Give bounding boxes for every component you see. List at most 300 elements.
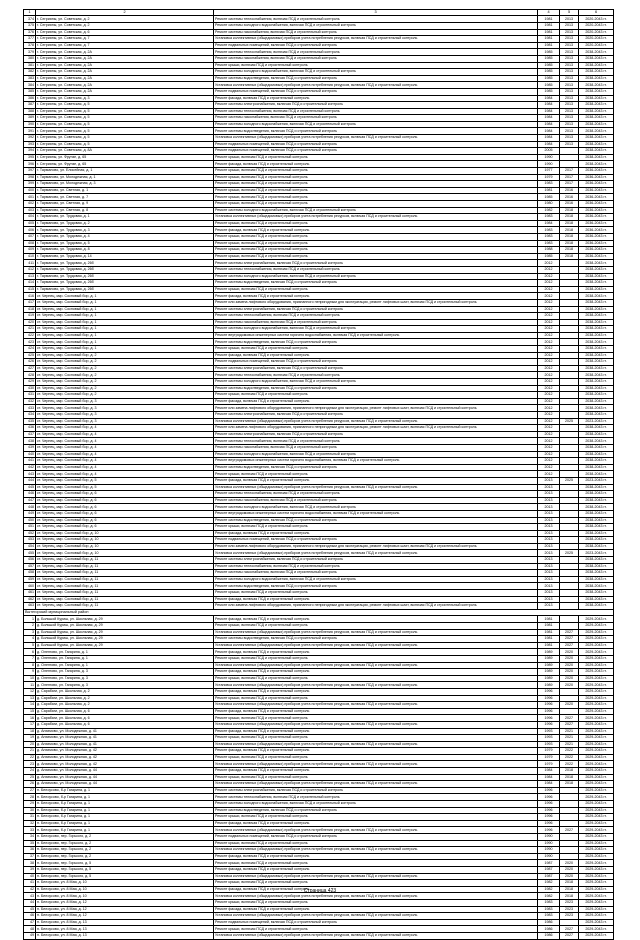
last-repair-year-cell: 2021 (560, 728, 579, 735)
work-type-cell: Установка коллективных (общедомовых) приборов учета потребления ресурсов, включая ПСД и строительный контроль (214, 682, 538, 689)
planned-period-cell: 2029-2043 гг. (579, 636, 614, 643)
table-row (24, 88, 614, 95)
address-cell: ст. Чернец, мкр. Сосновый бор, д. 2 (36, 379, 214, 386)
build-year-cell: 1985 (538, 75, 560, 82)
row-number: 457 (24, 563, 36, 570)
last-repair-year-cell: 2013 (560, 22, 579, 29)
planned-period-cell: 2029-2043 гг. (579, 827, 614, 834)
planned-period-cell: 2029-2043 гг. (579, 715, 614, 722)
last-repair-year-cell (560, 570, 579, 577)
planned-period-cell: 2029-2043 гг. (579, 629, 614, 636)
address-cell: ст. Чернец, мкр. Сосновый бор, д. 1 (36, 299, 214, 306)
table-row (24, 233, 614, 240)
row-number: 45 (24, 906, 36, 913)
address-cell: г. Сегрияны, ул. Советская, д. 8А (36, 148, 214, 155)
build-year-cell: 1985 (538, 194, 560, 201)
table-row (24, 227, 614, 234)
last-repair-year-cell: 2013 (560, 102, 579, 109)
last-repair-year-cell: 2027 (560, 926, 579, 933)
build-year-cell: 1981 (538, 623, 560, 630)
planned-period-cell: 2036-2043 гг. (579, 168, 614, 175)
row-number: 46 (24, 913, 36, 920)
row-number: 455 (24, 550, 36, 557)
row-number: 31 (24, 814, 36, 821)
row-number: 410 (24, 253, 36, 260)
row-number: 444 (24, 477, 36, 484)
address-cell: г. Сегрияны, ул. Советская, д. 2А (36, 49, 214, 56)
planned-period-cell: 2038-2043 гг. (579, 530, 614, 537)
planned-period-cell: 2029-2043 гг. (579, 761, 614, 768)
row-number: 6 (24, 649, 36, 656)
table-row (24, 438, 614, 445)
build-year-cell: 1984 (538, 95, 560, 102)
table-row (24, 590, 614, 597)
address-cell: г. Тарманово, ул. Трудовая, д. 14 (36, 253, 214, 260)
row-number: 440 (24, 451, 36, 458)
planned-period-cell: 2038-2043 гг. (579, 379, 614, 386)
build-year-cell: 1990 (538, 840, 560, 847)
table-row (24, 636, 614, 643)
last-repair-year-cell: 2013 (560, 128, 579, 135)
last-repair-year-cell: 2022 (560, 748, 579, 755)
address-cell: п. Белоусово, б-р Гагарина, д. 1 (36, 787, 214, 794)
planned-period-cell: 2038-2043 гг. (579, 372, 614, 379)
row-number: 9 (24, 669, 36, 676)
row-number: 20 (24, 741, 36, 748)
table-row (24, 82, 614, 89)
row-number: 21 (24, 748, 36, 755)
last-repair-year-cell: 2020 (560, 873, 579, 880)
work-type-cell: Ремонт системы водоотведения, включая ПСД и строительный контроль (214, 583, 538, 590)
last-repair-year-cell: 2013 (560, 108, 579, 115)
table-row (24, 787, 614, 794)
build-year-cell: 1983 (538, 913, 560, 920)
last-repair-year-cell: 2027 (560, 932, 579, 939)
planned-period-cell: 2038-2043 гг. (579, 313, 614, 320)
build-year-cell: 2013 (538, 504, 560, 511)
address-cell: ст. Чернец, мкр. Сосновый бор, д. 1 (36, 346, 214, 353)
table-row (24, 708, 614, 715)
last-repair-year-cell (560, 372, 579, 379)
address-cell: ст. Чернец, мкр. Сосновый бор, д. 11 (36, 590, 214, 597)
address-cell: г. Сегрияны, ул. Советская, д. 2 (36, 16, 214, 23)
row-number: 463 (24, 603, 36, 610)
header-cell: 2 (36, 10, 214, 16)
build-year-cell: 1996 (538, 801, 560, 808)
work-type-cell: Ремонт системы газоснабжения, включая ПСД и строительный контроль (214, 55, 538, 62)
address-cell: ст. Чернец, мкр. Сосновый бор, д. 4 (36, 458, 214, 465)
planned-period-cell: 2029-2043 гг. (579, 702, 614, 709)
address-cell: ст. Чернец, мкр. Сосновый бор, д. 10 (36, 543, 214, 550)
last-repair-year-cell: 2020 (560, 662, 579, 669)
build-year-cell: 1982 (538, 893, 560, 900)
build-year-cell: 2005 (538, 148, 560, 155)
planned-period-cell: 2020-2043 гг. (579, 22, 614, 29)
last-repair-year-cell: 2020 (560, 702, 579, 709)
last-repair-year-cell (560, 563, 579, 570)
address-cell: ст. Чернец, мкр. Сосновый бор, д. 6 (36, 497, 214, 504)
table-row (24, 425, 614, 432)
address-cell: п. Белоусово, пер. Горького, д. 2 (36, 834, 214, 841)
planned-period-cell: 2036-2043 гг. (579, 181, 614, 188)
build-year-cell: 1985 (538, 82, 560, 89)
table-row (24, 299, 614, 306)
table-row (24, 570, 614, 577)
row-number: 417 (24, 299, 36, 306)
build-year-cell: 1984 (538, 102, 560, 109)
table-row (24, 412, 614, 419)
planned-period-cell: 2029-2043 гг. (579, 768, 614, 775)
row-number: 402 (24, 201, 36, 208)
work-type-cell: Ремонт фасада, включая ПСД и строительный контроль (214, 768, 538, 775)
build-year-cell: 1984 (538, 115, 560, 122)
build-year-cell: 2012 (538, 273, 560, 280)
address-cell: д. Анхимово, ул. Молодежная, д. 41 (36, 728, 214, 735)
address-cell: г. Сегрияны, ул. Фрунзе, д. 65 (36, 154, 214, 161)
planned-period-cell: 2029-2043 гг. (579, 820, 614, 827)
last-repair-year-cell (560, 688, 579, 695)
table-row (24, 853, 614, 860)
section-title: Вытегорский муниципальный район (24, 609, 614, 616)
row-number: 388 (24, 108, 36, 115)
last-repair-year-cell: 2022 (560, 761, 579, 768)
section-row (24, 609, 614, 616)
address-cell: п. Белоусово, б-р Гагарина, д. 1 (36, 827, 214, 834)
last-repair-year-cell: 2027 (560, 642, 579, 649)
last-repair-year-cell (560, 458, 579, 465)
build-year-cell: 2013 (538, 563, 560, 570)
address-cell: г. Сегрияны, ул. Советская, д. 2 (36, 22, 214, 29)
address-cell: г. Тарманово, ул. Светлая, д. 1 (36, 187, 214, 194)
row-number: 422 (24, 332, 36, 339)
work-type-cell: Ремонт фасада, включая ПСД и строительный контроль (214, 728, 538, 735)
work-type-cell: Ремонт крыши, включая ПСД и строительный контроль (214, 201, 538, 208)
row-number: 387 (24, 102, 36, 109)
work-type-cell: Ремонт системы холодного водоснабжения, включая ПСД и строительный контроль (214, 451, 538, 458)
build-year-cell: 2012 (538, 458, 560, 465)
build-year-cell: 1983 (538, 906, 560, 913)
planned-period-cell: 2038-2043 гг. (579, 524, 614, 531)
last-repair-year-cell: 2025 (560, 477, 579, 484)
row-number: 419 (24, 313, 36, 320)
address-cell: п. Белоусово, б-р Гагарина, д. 1 (36, 794, 214, 801)
address-cell: д. Сарабаги, ул. Школьная, д. 6 (36, 708, 214, 715)
table-row (24, 814, 614, 821)
planned-period-cell: 2029-2043 гг. (579, 748, 614, 755)
row-number: 446 (24, 491, 36, 498)
planned-period-cell: 2038-2043 гг. (579, 75, 614, 82)
row-number: 408 (24, 240, 36, 247)
work-type-cell: Ремонт крыши, включая ПСД и строительный контроль (214, 695, 538, 702)
work-type-cell: Ремонт фасада, включая ПСД и строительный контроль (214, 530, 538, 537)
header-cell: 1 (24, 10, 36, 16)
work-type-cell: Ремонт системы теплоснабжения, включая ПСД и строительный контроль (214, 266, 538, 273)
build-year-cell: 1996 (538, 814, 560, 821)
address-cell: г. Сегрияны, ул. Советская, д. 7 (36, 42, 214, 49)
planned-period-cell: 2036-2043 гг. (579, 174, 614, 181)
planned-period-cell: 2029-2043 гг. (579, 708, 614, 715)
build-year-cell: 2012 (538, 293, 560, 300)
row-number: 382 (24, 69, 36, 76)
row-number: 459 (24, 576, 36, 583)
build-year-cell: 2012 (538, 471, 560, 478)
table-row (24, 721, 614, 728)
table-row (24, 36, 614, 43)
row-number: 437 (24, 431, 36, 438)
address-cell: д. Сарабаги, ул. Школьная, д. 2 (36, 695, 214, 702)
build-year-cell: 2013 (538, 510, 560, 517)
last-repair-year-cell (560, 431, 579, 438)
last-repair-year-cell (560, 385, 579, 392)
address-cell: п. Белоусово, ул. 8 Мая, д. 12 (36, 913, 214, 920)
row-number: 418 (24, 306, 36, 313)
address-cell: ст. Чернец, мкр. Сосновый бор, д. 1 (36, 319, 214, 326)
row-number: 458 (24, 570, 36, 577)
row-number: 7 (24, 655, 36, 662)
table-row (24, 326, 614, 333)
planned-period-cell: 2038-2043 гг. (579, 543, 614, 550)
row-number: 34 (24, 834, 36, 841)
header-cell: 5 (560, 10, 579, 16)
planned-period-cell: 2038-2043 гг. (579, 49, 614, 56)
build-year-cell: 1990 (538, 154, 560, 161)
last-repair-year-cell: 2017 (560, 168, 579, 175)
table-row (24, 108, 614, 115)
last-repair-year-cell (560, 266, 579, 273)
planned-period-cell: 2038-2043 гг. (579, 412, 614, 419)
build-year-cell: 1982 (538, 880, 560, 887)
planned-period-cell: 2036-2043 гг. (579, 207, 614, 214)
planned-period-cell: 2036-2043 гг. (579, 227, 614, 234)
work-type-cell: Ремонт крыши, включая ПСД и строительный контроль (214, 774, 538, 781)
address-cell: г. Сегрияны, ул. Советская, д. 5 (36, 135, 214, 142)
work-type-cell: Ремонт системы теплоснабжения, включая ПСД и строительный контроль (214, 313, 538, 320)
last-repair-year-cell: 2016 (560, 187, 579, 194)
table-row (24, 458, 614, 465)
work-type-cell: Ремонт крыши, включая ПСД и строительный контроль (214, 154, 538, 161)
last-repair-year-cell (560, 339, 579, 346)
planned-period-cell: 2038-2043 гг. (579, 438, 614, 445)
address-cell: ст. Чернец, мкр. Сосновый бор, д. 11 (36, 570, 214, 577)
build-year-cell: 1984 (538, 768, 560, 775)
last-repair-year-cell (560, 524, 579, 531)
row-number: 406 (24, 227, 36, 234)
planned-period-cell: 2038-2043 гг. (579, 405, 614, 412)
last-repair-year-cell: 2018 (560, 214, 579, 221)
table-row (24, 781, 614, 788)
last-repair-year-cell (560, 154, 579, 161)
registry-table (23, 9, 614, 940)
address-cell: д. Сарабаги, ул. Школьная, д. 2 (36, 702, 214, 709)
work-type-cell: Ремонт системы холодного водоснабжения, включая ПСД и строительный контроль (214, 576, 538, 583)
planned-period-cell: 2038-2043 гг. (579, 319, 614, 326)
row-number: 447 (24, 497, 36, 504)
table-row (24, 919, 614, 926)
table-row (24, 761, 614, 768)
planned-period-cell: 2038-2043 гг. (579, 286, 614, 293)
last-repair-year-cell (560, 794, 579, 801)
table-row (24, 29, 614, 36)
table-row (24, 682, 614, 689)
address-cell: г. Тарманово, ул. Трудовая, д. 26б (36, 266, 214, 273)
planned-period-cell: 2038-2043 гг. (579, 266, 614, 273)
address-cell: г. Тарманово, ул. Трудовая, д. 26б (36, 260, 214, 267)
address-cell: г. Сегрияны, ул. Советская, д. 2А (36, 82, 214, 89)
work-type-cell: Ремонт крыши, включая ПСД и строительный контроль (214, 926, 538, 933)
planned-period-cell: 2038-2043 гг. (579, 55, 614, 62)
last-repair-year-cell (560, 319, 579, 326)
build-year-cell: 2012 (538, 326, 560, 333)
work-type-cell: Установка коллективных (общедомовых) приборов учета потребления ресурсов, включая ПСД и строительный контроль (214, 913, 538, 920)
address-cell: ст. Чернец, мкр. Сосновый бор, д. 4 (36, 451, 214, 458)
row-number: 383 (24, 75, 36, 82)
address-cell: ст. Чернец, мкр. Сосновый бор, д. 3 (36, 405, 214, 412)
build-year-cell: 1984 (538, 135, 560, 142)
table-row (24, 649, 614, 656)
build-year-cell: 1979 (538, 174, 560, 181)
table-row (24, 365, 614, 372)
table-row (24, 847, 614, 854)
planned-period-cell: 2038-2043 гг. (579, 154, 614, 161)
table-row (24, 662, 614, 669)
last-repair-year-cell: 2020 (560, 866, 579, 873)
row-number: 449 (24, 510, 36, 517)
planned-period-cell: 2029-2043 гг. (579, 880, 614, 887)
build-year-cell: 2012 (538, 266, 560, 273)
build-year-cell: 2013 (538, 603, 560, 610)
table-row (24, 398, 614, 405)
address-cell: ст. Чернец, мкр. Сосновый бор, д. 4 (36, 431, 214, 438)
work-type-cell: Ремонт системы газоснабжения, включая ПСД и строительный контроль (214, 497, 538, 504)
last-repair-year-cell: 2018 (560, 768, 579, 775)
table-row (24, 655, 614, 662)
row-number: 462 (24, 596, 36, 603)
row-number: 1 (24, 616, 36, 623)
table-row (24, 293, 614, 300)
build-year-cell: 2012 (538, 286, 560, 293)
build-year-cell: 2012 (538, 379, 560, 386)
work-type-cell: Ремонт крыши, включая ПСД и строительный контроль (214, 168, 538, 175)
row-number: 428 (24, 372, 36, 379)
last-repair-year-cell: 2013 (560, 36, 579, 43)
work-type-cell: Ремонт крыши, включая ПСД и строительный контроль (214, 623, 538, 630)
build-year-cell: 2013 (538, 583, 560, 590)
last-repair-year-cell (560, 273, 579, 280)
row-number: 404 (24, 214, 36, 221)
table-row (24, 642, 614, 649)
work-type-cell: Установка коллективных (общедомовых) приборов учета потребления ресурсов, включая ПСД и строительный контроль (214, 893, 538, 900)
work-type-cell: Ремонт фасада, включая ПСД и строительный контроль (214, 398, 538, 405)
address-cell: г. Сегрияны, ул. Советская, д. 2А (36, 62, 214, 69)
work-type-cell: Ремонт подвальных помещений, включая ПСД и строительный контроль (214, 148, 538, 155)
build-year-cell: 1996 (538, 702, 560, 709)
row-number: 416 (24, 293, 36, 300)
table-row (24, 603, 614, 610)
address-cell: п. Белоусово, ул. 8 Мая, д. 10 (36, 886, 214, 893)
last-repair-year-cell (560, 398, 579, 405)
row-number: 16 (24, 715, 36, 722)
work-type-cell: Ремонт фасада, включая ПСД и строительный контроль (214, 853, 538, 860)
table-row (24, 181, 614, 188)
table-row (24, 201, 614, 208)
work-type-cell: Ремонт подвальных помещений, включая ПСД и строительный контроль (214, 359, 538, 366)
planned-period-cell: 2038-2043 гг. (579, 596, 614, 603)
table-row (24, 484, 614, 491)
row-number: 394 (24, 148, 36, 155)
planned-period-cell: 2038-2043 гг. (579, 484, 614, 491)
build-year-cell: 2013 (538, 477, 560, 484)
build-year-cell: 1989 (538, 675, 560, 682)
table-row (24, 102, 614, 109)
address-cell: г. Тарманово, ул. Трудовая, д. 2 (36, 220, 214, 227)
last-repair-year-cell: 2020 (560, 655, 579, 662)
row-number: 420 (24, 319, 36, 326)
last-repair-year-cell: 2013 (560, 75, 579, 82)
last-repair-year-cell (560, 820, 579, 827)
address-cell: г. Тарманово, ул. Трудовая, д. 8 (36, 247, 214, 254)
row-number: 15 (24, 708, 36, 715)
work-type-cell: Ремонт крыши, включая ПСД и строительный контроль (214, 174, 538, 181)
planned-period-cell: 2038-2043 гг. (579, 102, 614, 109)
header-cell: 6 (579, 10, 614, 16)
planned-period-cell: 2029-2043 гг. (579, 853, 614, 860)
planned-period-cell: 2023-2043 гг. (579, 418, 614, 425)
table-row (24, 840, 614, 847)
row-number: 37 (24, 853, 36, 860)
build-year-cell: 1981 (538, 187, 560, 194)
table-row (24, 557, 614, 564)
table-row (24, 583, 614, 590)
planned-period-cell: 2029-2043 гг. (579, 682, 614, 689)
build-year-cell: 1983 (538, 214, 560, 221)
work-type-cell: Ремонт системы водоотведения, включая ПСД и строительный контроль (214, 280, 538, 287)
planned-period-cell: 2029-2043 гг. (579, 728, 614, 735)
build-year-cell: 1987 (538, 873, 560, 880)
table-row (24, 623, 614, 630)
work-type-cell: Ремонт подвальных помещений, включая ПСД и строительный контроль (214, 141, 538, 148)
row-number: 412 (24, 266, 36, 273)
table-row (24, 550, 614, 557)
build-year-cell: 1984 (538, 781, 560, 788)
row-number: 3 (24, 629, 36, 636)
work-type-cell: Установка коллективных (общедомовых) приборов учета потребления ресурсов, включая ПСД и строительный контроль (214, 214, 538, 221)
work-type-cell: Ремонт крыши, включая ПСД и строительный контроль (214, 253, 538, 260)
address-cell: д. Оленгово, ул. Гагарина, д. 3 (36, 682, 214, 689)
work-type-cell: Ремонт системы теплоснабжения, включая ПСД и строительный контроль (214, 794, 538, 801)
table-row (24, 352, 614, 359)
planned-period-cell: 2029-2043 гг. (579, 866, 614, 873)
build-year-cell: 1982 (538, 207, 560, 214)
address-cell: г. Тарманово, ул. Светлая, д. 7 (36, 194, 214, 201)
last-repair-year-cell (560, 412, 579, 419)
planned-period-cell: 2029-2043 гг. (579, 913, 614, 920)
last-repair-year-cell (560, 365, 579, 372)
last-repair-year-cell (560, 299, 579, 306)
row-number: 415 (24, 286, 36, 293)
work-type-cell: Установка коллективных (общедомовых) приборов учета потребления ресурсов, включая ПСД и строительный контроль (214, 36, 538, 43)
table-row (24, 273, 614, 280)
work-type-cell: Ремонт системы теплоснабжения, включая ПСД и строительный контроль (214, 491, 538, 498)
build-year-cell: 1986 (538, 926, 560, 933)
last-repair-year-cell: 2018 (560, 886, 579, 893)
table-row (24, 346, 614, 353)
table-row (24, 141, 614, 148)
last-repair-year-cell: 2017 (560, 174, 579, 181)
address-cell: г. Тарманово, ул. Трудовая, д. 1 (36, 214, 214, 221)
row-number: 40 (24, 873, 36, 880)
work-type-cell: Ремонт фасада, включая ПСД и строительный контроль (214, 748, 538, 755)
last-repair-year-cell (560, 576, 579, 583)
